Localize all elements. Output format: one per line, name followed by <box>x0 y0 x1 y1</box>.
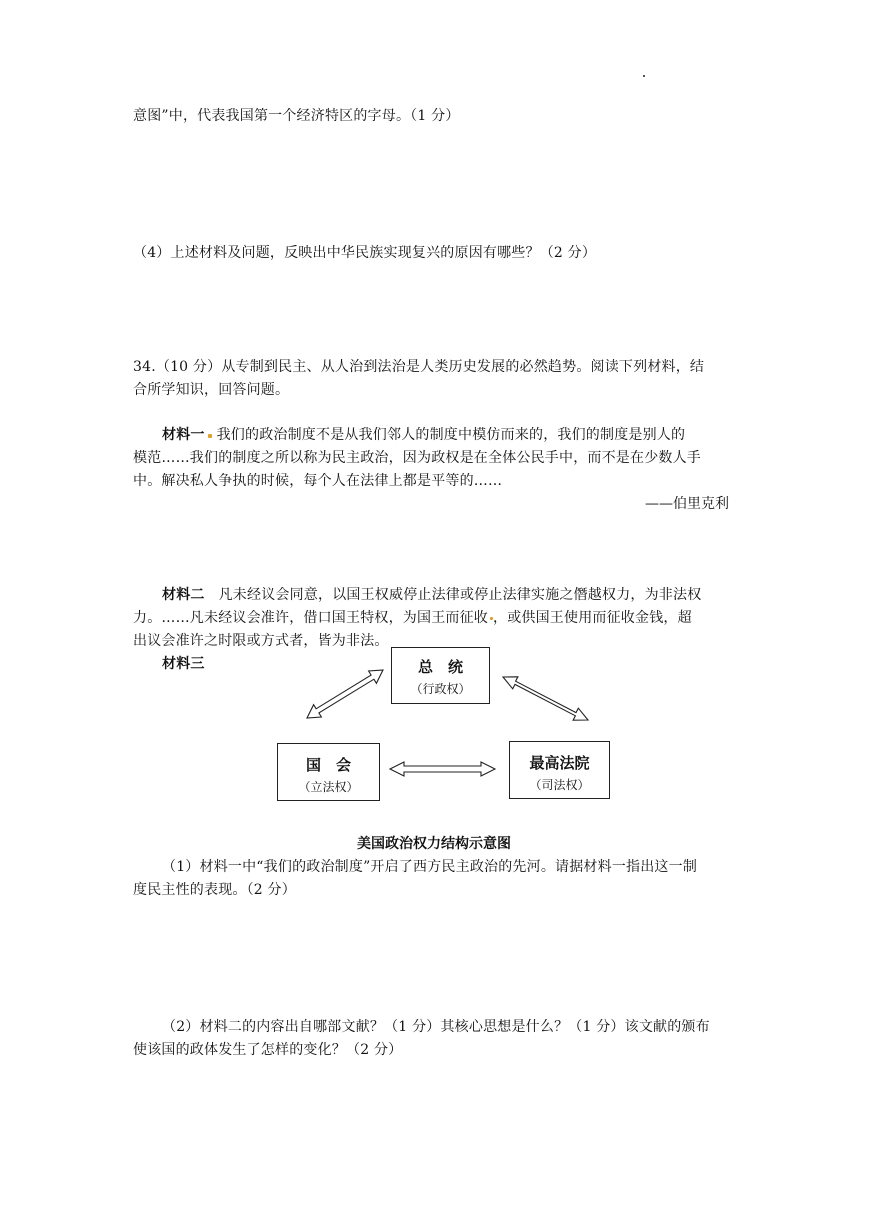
congress-sub: （立法权） <box>298 780 359 794</box>
material1-line3: 中。解决私人争执的时候，每个人在法律上都是平等的…… <box>133 473 503 489</box>
material2-text2: 力。……凡未经议会准许，借口国王特权，为国王而征收 <box>133 610 488 626</box>
q34-1-line1: （1）材料一中“我们的政治制度”开启了西方民主政治的先河。请据材料一指出这一制 <box>162 859 698 875</box>
arrow-president-congress <box>307 670 383 718</box>
material2-label: 材料二 <box>162 587 205 603</box>
material1-label: 材料一 <box>162 427 205 443</box>
q33-tail-text: 意图”中，代表我国第一个经济特区的字母。（1 分） <box>133 108 460 124</box>
q34-2-line2: 使该国的政体发生了怎样的变化？（2 分） <box>133 1042 403 1058</box>
material2-text1: 凡未经议会同意，以国王权威停止法律或停止法律实施之僭越权力，为非法权 <box>218 587 702 603</box>
material1-source: ——伯里克利 <box>645 496 729 512</box>
court-box <box>509 741 610 799</box>
q34-1-line2: 度民主性的表现。（2 分） <box>133 882 296 898</box>
court-title: 最高法院 <box>529 754 590 772</box>
president-sub: （行政权） <box>410 682 471 696</box>
arrow-president-court <box>503 677 588 720</box>
president-title: 总 统 <box>417 658 463 676</box>
diagram-caption: 美国政治权力结构示意图 <box>357 836 511 852</box>
material2-line3: 出议会准许之时限或方式者，皆为非法。 <box>133 633 389 649</box>
material1-line2: 模范……我们的制度之所以称为民主政治，因为政权是在全体公民手中，而不是在少数人手 <box>133 450 701 466</box>
court-sub: （司法权） <box>529 778 590 792</box>
arrow-congress-court <box>390 762 495 776</box>
material2-text2b: ，或供国王使用而征收金钱，超 <box>493 610 692 626</box>
congress-title: 国 会 <box>305 756 351 774</box>
material1-text1: 我们的政治制度不是从我们邻人的制度中模仿而来的，我们的制度是别人的 <box>216 427 686 443</box>
q33-4-question: （4）上述材料及问题，反映出中华民族实现复兴的原因有哪些？（2 分） <box>133 245 597 261</box>
q34-intro-line1: 34.（10 分）从专制到民主、从人治到法治是人类历史发展的必然趋势。阅读下列材料，结 <box>133 359 705 375</box>
q34-intro-line2: 合所学知识，回答问题。 <box>133 382 290 398</box>
material3-label: 材料三 <box>162 656 205 672</box>
q34-2-line1: （2）材料二的内容出自哪部文献？（1 分）其核心思想是什么？（1 分）该文献的颁布 <box>162 1019 710 1035</box>
president-box <box>391 647 490 704</box>
congress-box <box>277 743 380 801</box>
